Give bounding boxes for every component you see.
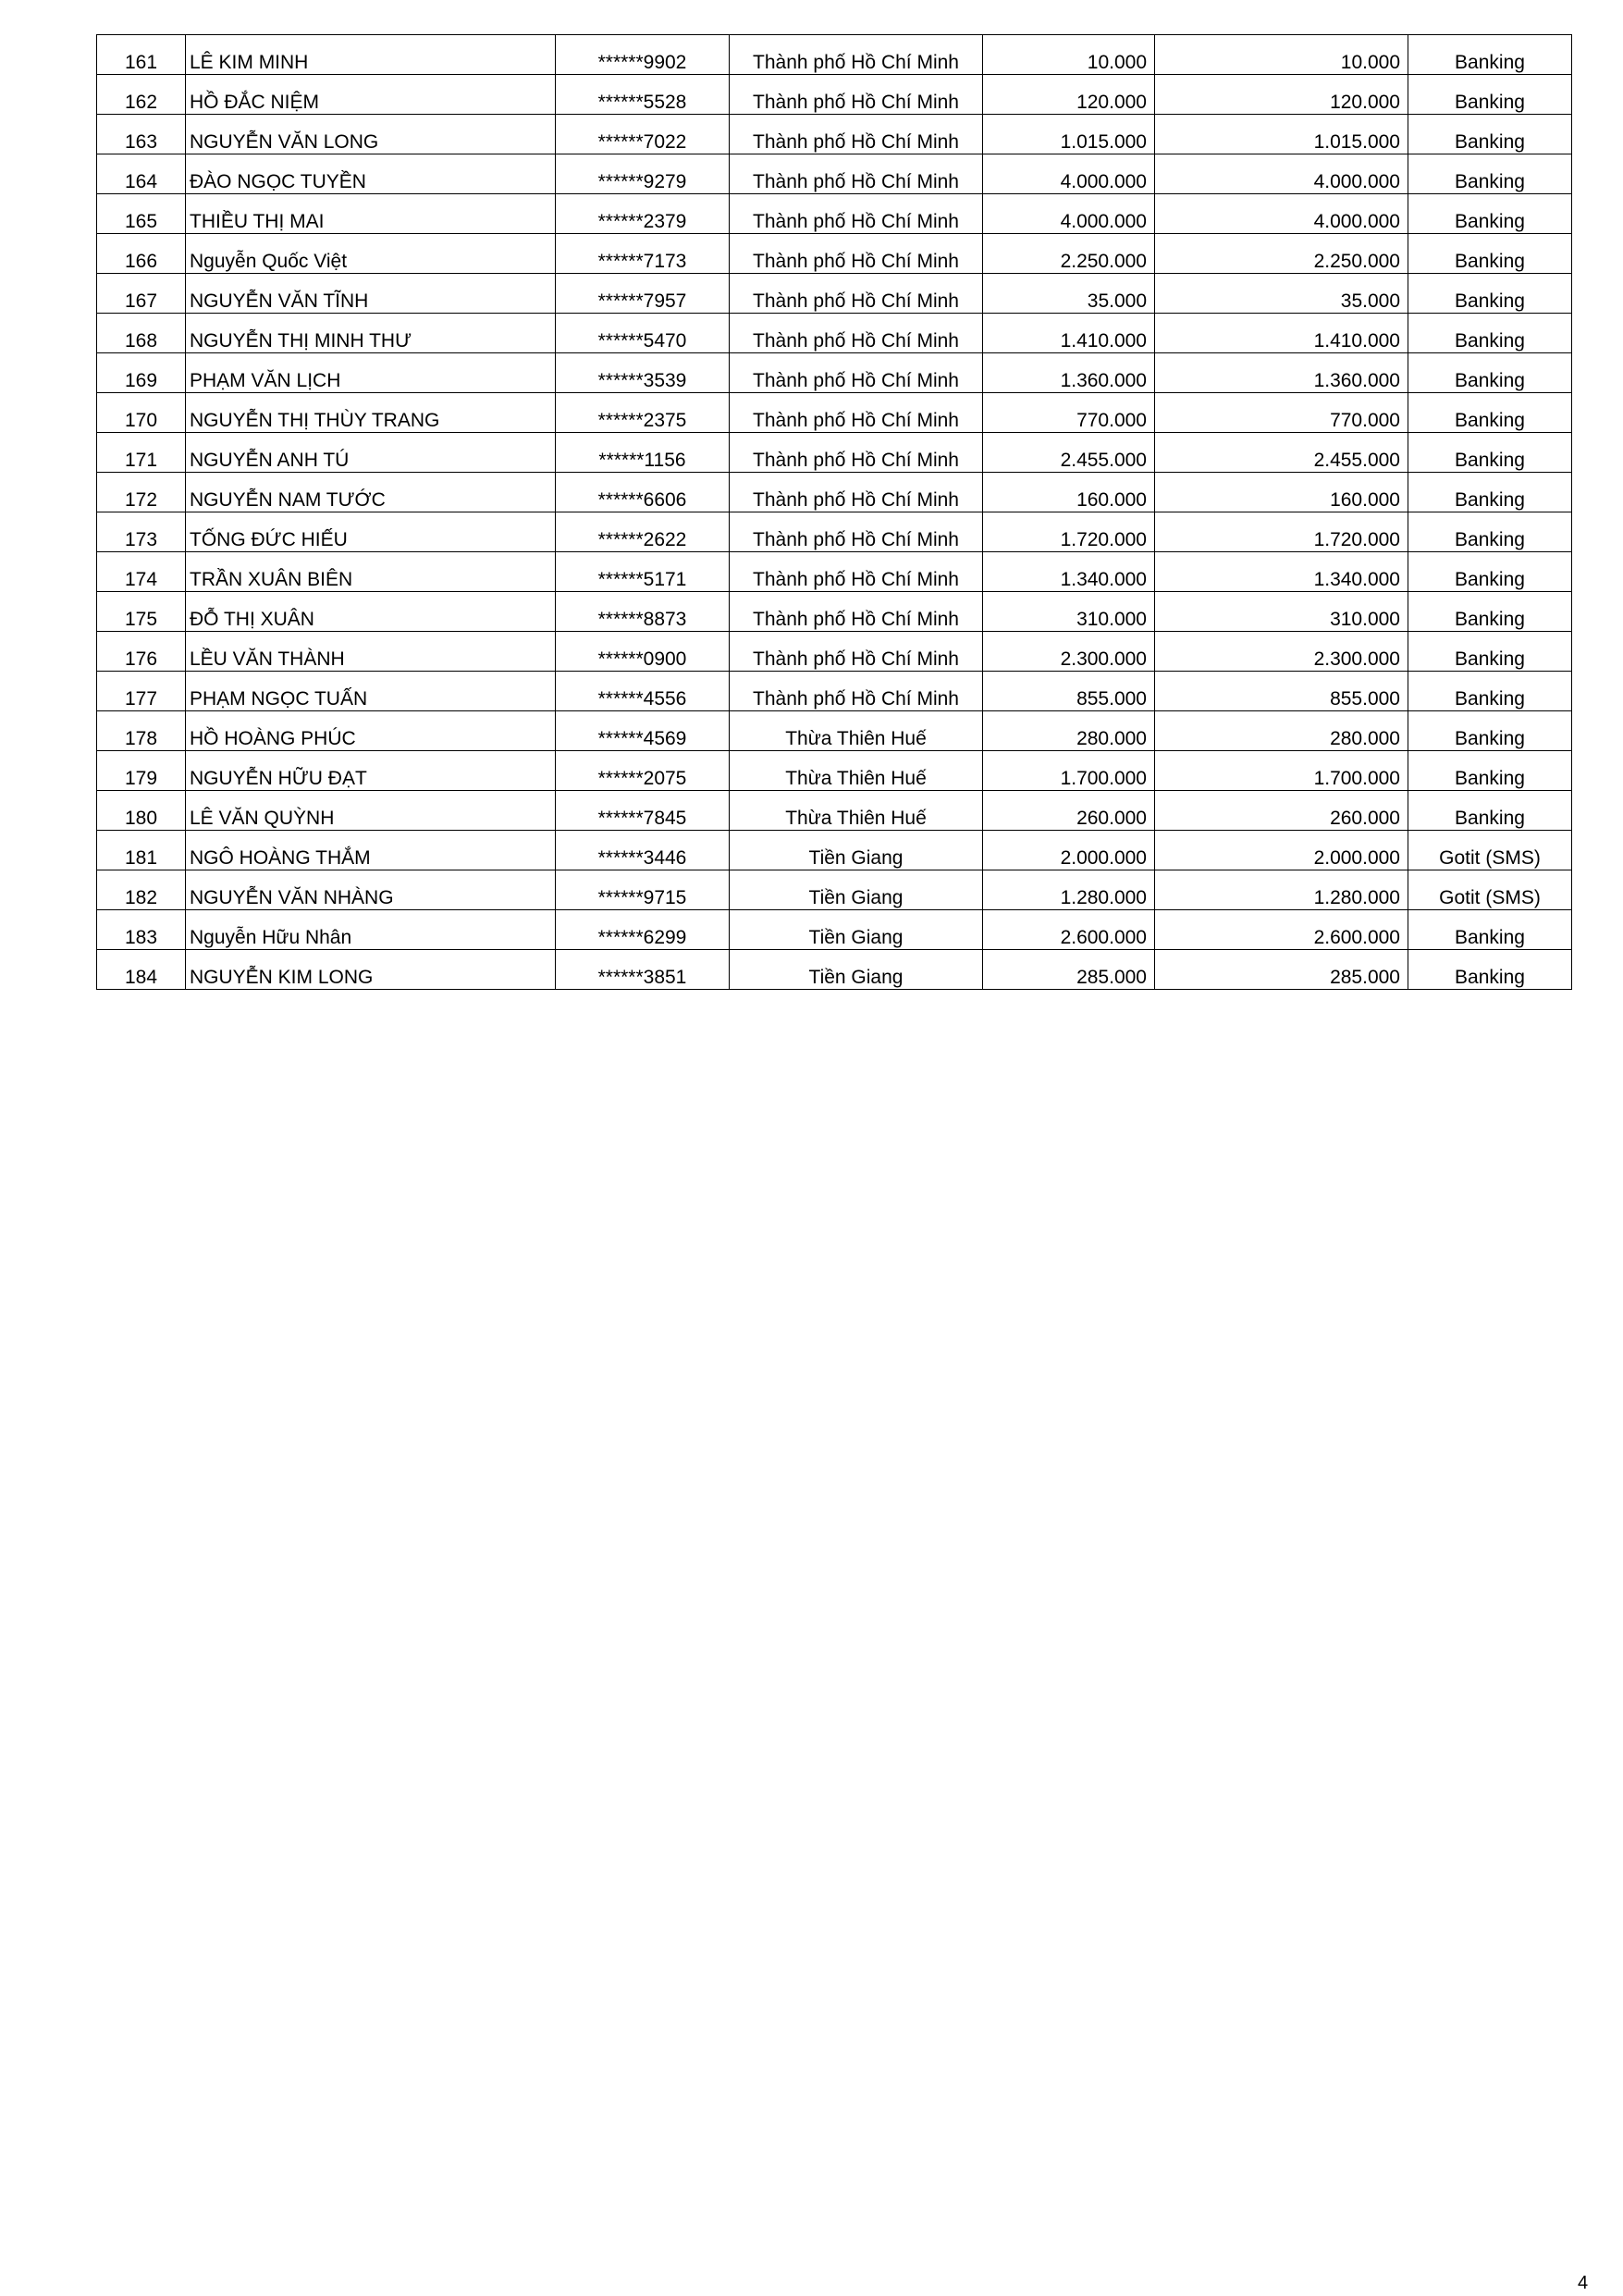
cell-amount: 35.000	[983, 274, 1155, 314]
cell-name: TRẦN XUÂN BIÊN	[186, 552, 556, 592]
cell-amount: 2.600.000	[983, 910, 1155, 950]
cell-stt: 183	[97, 910, 186, 950]
donation-table-container	[96, 34, 1571, 990]
cell-stt: 178	[97, 711, 186, 751]
cell-name: NGÔ HOÀNG THẮM	[186, 831, 556, 870]
cell-method: Banking	[1408, 632, 1572, 672]
cell-name: THIỀU THỊ MAI	[186, 194, 556, 234]
cell-stt: 176	[97, 632, 186, 672]
cell-phone: ******6299	[556, 910, 730, 950]
cell-stt: 184	[97, 950, 186, 990]
table-row	[97, 115, 1572, 154]
cell-method: Banking	[1408, 154, 1572, 194]
cell-stt: 175	[97, 592, 186, 632]
cell-received: 120.000	[1155, 75, 1408, 115]
cell-province: Thành phố Hồ Chí Minh	[730, 115, 983, 154]
cell-method: Banking	[1408, 75, 1572, 115]
cell-name: NGUYỄN ANH TÚ	[186, 433, 556, 473]
cell-received: 2.300.000	[1155, 632, 1408, 672]
cell-name: ĐỖ THỊ XUÂN	[186, 592, 556, 632]
cell-received: 280.000	[1155, 711, 1408, 751]
cell-province: Thành phố Hồ Chí Minh	[730, 353, 983, 393]
table-body	[97, 35, 1572, 990]
cell-province: Thừa Thiên Huế	[730, 791, 983, 831]
cell-name: ĐÀO NGỌC TUYỀN	[186, 154, 556, 194]
cell-received: 285.000	[1155, 950, 1408, 990]
cell-method: Banking	[1408, 711, 1572, 751]
cell-amount: 310.000	[983, 592, 1155, 632]
cell-name: NGUYỄN HỮU ĐẠT	[186, 751, 556, 791]
cell-phone: ******5470	[556, 314, 730, 353]
table-row	[97, 75, 1572, 115]
cell-province: Thành phố Hồ Chí Minh	[730, 632, 983, 672]
cell-received: 855.000	[1155, 672, 1408, 711]
cell-province: Thành phố Hồ Chí Minh	[730, 433, 983, 473]
table-row	[97, 353, 1572, 393]
cell-stt: 172	[97, 473, 186, 512]
cell-amount: 2.250.000	[983, 234, 1155, 274]
cell-method: Banking	[1408, 950, 1572, 990]
cell-phone: ******9715	[556, 870, 730, 910]
table-row	[97, 552, 1572, 592]
cell-amount: 1.360.000	[983, 353, 1155, 393]
cell-name: LỀU VĂN THÀNH	[186, 632, 556, 672]
cell-received: 1.720.000	[1155, 512, 1408, 552]
cell-amount: 10.000	[983, 35, 1155, 75]
cell-phone: ******7022	[556, 115, 730, 154]
cell-received: 310.000	[1155, 592, 1408, 632]
table-row	[97, 194, 1572, 234]
cell-received: 1.015.000	[1155, 115, 1408, 154]
cell-name: Nguyễn Hữu Nhân	[186, 910, 556, 950]
cell-method: Banking	[1408, 35, 1572, 75]
cell-province: Thành phố Hồ Chí Minh	[730, 154, 983, 194]
cell-province: Thành phố Hồ Chí Minh	[730, 552, 983, 592]
cell-province: Thành phố Hồ Chí Minh	[730, 35, 983, 75]
cell-province: Thành phố Hồ Chí Minh	[730, 234, 983, 274]
cell-stt: 182	[97, 870, 186, 910]
cell-name: NGUYỄN VĂN TĨNH	[186, 274, 556, 314]
cell-stt: 165	[97, 194, 186, 234]
table-row	[97, 314, 1572, 353]
table-row	[97, 274, 1572, 314]
cell-phone: ******6606	[556, 473, 730, 512]
cell-phone: ******2379	[556, 194, 730, 234]
cell-phone: ******3446	[556, 831, 730, 870]
cell-amount: 1.700.000	[983, 751, 1155, 791]
cell-amount: 855.000	[983, 672, 1155, 711]
cell-received: 2.455.000	[1155, 433, 1408, 473]
cell-method: Banking	[1408, 791, 1572, 831]
table-row	[97, 910, 1572, 950]
cell-stt: 170	[97, 393, 186, 433]
cell-province: Tiền Giang	[730, 950, 983, 990]
cell-name: HỒ ĐẮC NIỆM	[186, 75, 556, 115]
cell-received: 1.280.000	[1155, 870, 1408, 910]
cell-method: Banking	[1408, 552, 1572, 592]
cell-phone: ******9902	[556, 35, 730, 75]
cell-phone: ******7845	[556, 791, 730, 831]
cell-name: NGUYỄN KIM LONG	[186, 950, 556, 990]
cell-stt: 171	[97, 433, 186, 473]
cell-amount: 4.000.000	[983, 194, 1155, 234]
cell-province: Thành phố Hồ Chí Minh	[730, 473, 983, 512]
cell-stt: 181	[97, 831, 186, 870]
cell-phone: ******2375	[556, 393, 730, 433]
cell-amount: 1.340.000	[983, 552, 1155, 592]
table-row	[97, 473, 1572, 512]
table-row	[97, 711, 1572, 751]
cell-province: Thành phố Hồ Chí Minh	[730, 274, 983, 314]
cell-phone: ******7173	[556, 234, 730, 274]
cell-amount: 260.000	[983, 791, 1155, 831]
cell-stt: 161	[97, 35, 186, 75]
cell-name: TỐNG ĐỨC HIẾU	[186, 512, 556, 552]
cell-province: Thành phố Hồ Chí Minh	[730, 592, 983, 632]
cell-province: Thành phố Hồ Chí Minh	[730, 314, 983, 353]
cell-name: HỒ HOÀNG PHÚC	[186, 711, 556, 751]
donation-table	[96, 34, 1572, 990]
table-row	[97, 393, 1572, 433]
cell-amount: 1.410.000	[983, 314, 1155, 353]
cell-stt: 168	[97, 314, 186, 353]
cell-province: Thành phố Hồ Chí Minh	[730, 194, 983, 234]
table-row	[97, 35, 1572, 75]
table-row	[97, 672, 1572, 711]
cell-province: Thừa Thiên Huế	[730, 711, 983, 751]
table-row	[97, 950, 1572, 990]
cell-amount: 280.000	[983, 711, 1155, 751]
cell-method: Gotit (SMS)	[1408, 870, 1572, 910]
cell-province: Thành phố Hồ Chí Minh	[730, 75, 983, 115]
cell-amount: 2.300.000	[983, 632, 1155, 672]
cell-amount: 1.280.000	[983, 870, 1155, 910]
cell-received: 770.000	[1155, 393, 1408, 433]
cell-province: Thành phố Hồ Chí Minh	[730, 512, 983, 552]
table-row	[97, 791, 1572, 831]
cell-amount: 1.015.000	[983, 115, 1155, 154]
table-row	[97, 870, 1572, 910]
cell-name: NGUYỄN NAM TƯỚC	[186, 473, 556, 512]
cell-received: 160.000	[1155, 473, 1408, 512]
table-row	[97, 592, 1572, 632]
cell-name: NGUYỄN VĂN NHÀNG	[186, 870, 556, 910]
cell-method: Banking	[1408, 751, 1572, 791]
cell-stt: 174	[97, 552, 186, 592]
cell-amount: 4.000.000	[983, 154, 1155, 194]
cell-name: LÊ VĂN QUỲNH	[186, 791, 556, 831]
cell-phone: ******3539	[556, 353, 730, 393]
cell-amount: 160.000	[983, 473, 1155, 512]
cell-method: Gotit (SMS)	[1408, 831, 1572, 870]
cell-phone: ******7957	[556, 274, 730, 314]
cell-stt: 167	[97, 274, 186, 314]
cell-method: Banking	[1408, 234, 1572, 274]
cell-stt: 162	[97, 75, 186, 115]
cell-stt: 163	[97, 115, 186, 154]
cell-name: NGUYỄN THỊ THÙY TRANG	[186, 393, 556, 433]
cell-province: Tiền Giang	[730, 870, 983, 910]
cell-name: LÊ KIM MINH	[186, 35, 556, 75]
cell-name: Nguyễn Quốc Việt	[186, 234, 556, 274]
cell-received: 10.000	[1155, 35, 1408, 75]
cell-received: 4.000.000	[1155, 154, 1408, 194]
cell-received: 2.250.000	[1155, 234, 1408, 274]
cell-received: 260.000	[1155, 791, 1408, 831]
table-row	[97, 751, 1572, 791]
cell-province: Thành phố Hồ Chí Minh	[730, 672, 983, 711]
cell-method: Banking	[1408, 592, 1572, 632]
cell-phone: ******5528	[556, 75, 730, 115]
cell-phone: ******2075	[556, 751, 730, 791]
cell-amount: 120.000	[983, 75, 1155, 115]
cell-province: Thừa Thiên Huế	[730, 751, 983, 791]
cell-method: Banking	[1408, 672, 1572, 711]
cell-received: 4.000.000	[1155, 194, 1408, 234]
cell-phone: ******2622	[556, 512, 730, 552]
cell-phone: ******5171	[556, 552, 730, 592]
table-row	[97, 632, 1572, 672]
cell-received: 35.000	[1155, 274, 1408, 314]
table-row	[97, 433, 1572, 473]
table-row	[97, 154, 1572, 194]
cell-stt: 177	[97, 672, 186, 711]
cell-amount: 770.000	[983, 393, 1155, 433]
cell-name: PHẠM VĂN LỊCH	[186, 353, 556, 393]
cell-phone: ******8873	[556, 592, 730, 632]
cell-method: Banking	[1408, 393, 1572, 433]
cell-province: Tiền Giang	[730, 910, 983, 950]
cell-stt: 173	[97, 512, 186, 552]
cell-received: 1.700.000	[1155, 751, 1408, 791]
cell-method: Banking	[1408, 512, 1572, 552]
cell-method: Banking	[1408, 433, 1572, 473]
cell-phone: ******9279	[556, 154, 730, 194]
cell-province: Thành phố Hồ Chí Minh	[730, 393, 983, 433]
cell-received: 2.000.000	[1155, 831, 1408, 870]
cell-received: 1.360.000	[1155, 353, 1408, 393]
cell-phone: ******4569	[556, 711, 730, 751]
cell-phone: ******1156	[556, 433, 730, 473]
cell-amount: 1.720.000	[983, 512, 1155, 552]
cell-name: NGUYỄN THỊ MINH THƯ	[186, 314, 556, 353]
table-row	[97, 234, 1572, 274]
cell-stt: 166	[97, 234, 186, 274]
page-number: 4	[1578, 2273, 1589, 2293]
cell-stt: 164	[97, 154, 186, 194]
cell-received: 2.600.000	[1155, 910, 1408, 950]
cell-received: 1.340.000	[1155, 552, 1408, 592]
cell-stt: 180	[97, 791, 186, 831]
cell-phone: ******0900	[556, 632, 730, 672]
cell-province: Tiền Giang	[730, 831, 983, 870]
cell-method: Banking	[1408, 353, 1572, 393]
cell-amount: 285.000	[983, 950, 1155, 990]
cell-method: Banking	[1408, 194, 1572, 234]
cell-method: Banking	[1408, 910, 1572, 950]
cell-method: Banking	[1408, 314, 1572, 353]
cell-name: PHẠM NGỌC TUẤN	[186, 672, 556, 711]
cell-method: Banking	[1408, 115, 1572, 154]
cell-method: Banking	[1408, 473, 1572, 512]
cell-phone: ******3851	[556, 950, 730, 990]
cell-received: 1.410.000	[1155, 314, 1408, 353]
cell-phone: ******4556	[556, 672, 730, 711]
cell-name: NGUYỄN VĂN LONG	[186, 115, 556, 154]
table-row	[97, 512, 1572, 552]
cell-amount: 2.455.000	[983, 433, 1155, 473]
cell-amount: 2.000.000	[983, 831, 1155, 870]
cell-method: Banking	[1408, 274, 1572, 314]
cell-stt: 169	[97, 353, 186, 393]
cell-stt: 179	[97, 751, 186, 791]
table-row	[97, 831, 1572, 870]
